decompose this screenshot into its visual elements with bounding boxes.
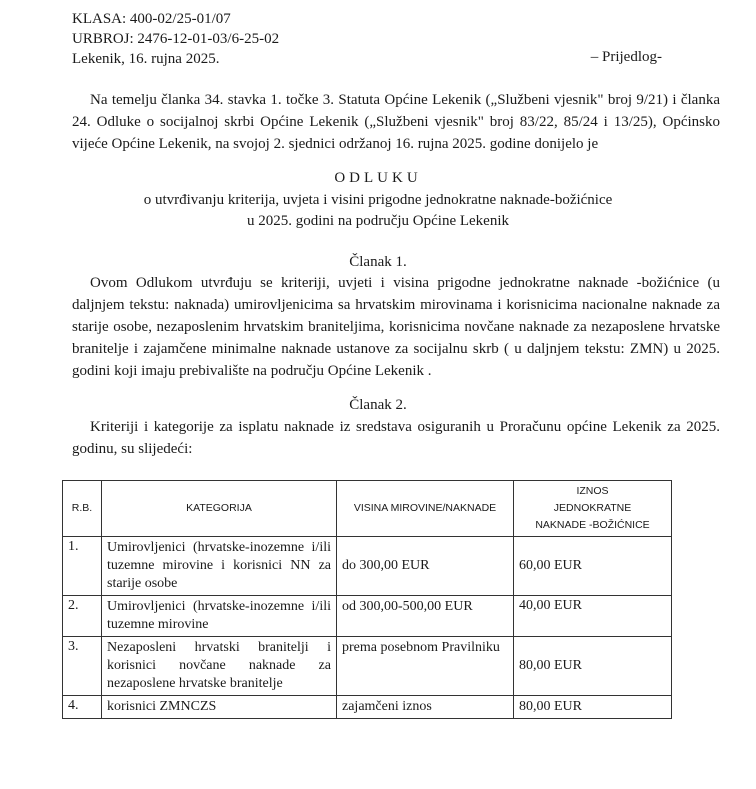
article-2-heading: Članak 2. — [349, 397, 407, 413]
article-1-text: Ovom Odlukom utvrđuju se kriteriji, uvjeti i visina prigodne jednokratne naknade -božićnice (u daljnjem tekstu: naknada) umirovljenicima sa hrvatskim mirovinama i korisnicima nacionalne naknade za starije osobe, nezaposlenim hrvatskim braniteljima, korisnicima novčane naknade za nezaposlene hrvatske branitelje i zajamčene minimalne naknade ustanove za socijalnu skrb ( u daljnjem tekstu: ZMN) u 2025. godini koji imaju prebivalište na području Općine Lekenik . — [72, 275, 720, 379]
row-kategorija: Umirovljenici (hrvatske-inozemne i/ili tuzemne mirovine — [102, 596, 337, 637]
row-iznos: 80,00 EUR — [514, 696, 672, 719]
draft-label: – Prijedlog- — [590, 49, 662, 65]
row-rb: 2. — [63, 596, 102, 637]
row-visina: zajamčeni iznos — [337, 696, 514, 719]
row-rb: 1. — [63, 537, 102, 596]
table-row — [63, 596, 672, 637]
row-kategorija: korisnici ZMNCZS — [102, 696, 337, 719]
row-visina: od 300,00-500,00 EUR — [337, 596, 514, 637]
header-iznos — [514, 481, 672, 537]
criteria-table — [62, 480, 672, 719]
header-iznos-line-1: IZNOS — [576, 485, 609, 497]
document-title: ODLUKU — [334, 170, 422, 186]
table-row — [63, 696, 672, 719]
klasa-line: KLASA: 400-02/25-01/07 — [72, 11, 231, 27]
row-kategorija: Umirovljenici (hrvatske-inozemne i/ili tuzemne mirovine i korisnici NN za starije osobe — [102, 537, 337, 596]
row-kategorija: Nezaposleni hrvatski branitelji i korisnici novčane naknade za nezaposlene hrvatske branitelje — [102, 637, 337, 696]
table-row — [63, 637, 672, 696]
article-1-heading: Članak 1. — [349, 254, 407, 270]
place-date-line: Lekenik, 16. rujna 2025. — [72, 51, 220, 67]
row-iznos: 40,00 EUR — [514, 596, 672, 637]
intro-paragraph: Na temelju članka 34. stavka 1. točke 3. Statuta Općine Lekenik („Službeni vjesnik" broj 9/21) i članka 24. Odluke o socijalnoj skrbi Općine Lekenik („Službeni vjesnik" broj 83/22, 85/24 i 13/25), Općinsko vijeće Općine Lekenik, na svojoj 2. sjednici održanoj 16. rujna 2025. godine donijelo je — [72, 92, 720, 152]
document-subtitle-line-2: u 2025. godini na području Općine Lekenik — [246, 213, 510, 229]
row-rb: 3. — [63, 637, 102, 696]
row-rb: 4. — [63, 696, 102, 719]
article-2-text: Kriteriji i kategorije za isplatu naknade iz sredstava osiguranih u Proračunu općine Lekenik za 2025. godinu, su slijedeći: — [72, 419, 720, 457]
header-rb: R.B. — [63, 481, 102, 537]
header-visina: VISINA MIROVINE/NAKNADE — [337, 481, 514, 537]
row-visina: prema posebnom Pravilniku — [337, 637, 514, 696]
document-subtitle-line-1: o utvrđivanju kriterija, uvjeta i visini prigodne jednokratne naknade-božićnice — [143, 192, 613, 208]
row-visina: do 300,00 EUR — [337, 537, 514, 596]
row-iznos: 80,00 EUR — [514, 637, 672, 696]
header-iznos-line-3: NAKNADE -BOŽIĆNICE — [535, 519, 650, 531]
header-kategorija: KATEGORIJA — [102, 481, 337, 537]
header-iznos-line-2: JEDNOKRATNE — [553, 502, 632, 514]
urbroj-line: URBROJ: 2476-12-01-03/6-25-02 — [72, 31, 280, 47]
row-iznos: 60,00 EUR — [514, 537, 672, 596]
table-header-row — [63, 481, 672, 537]
table-row — [63, 537, 672, 596]
